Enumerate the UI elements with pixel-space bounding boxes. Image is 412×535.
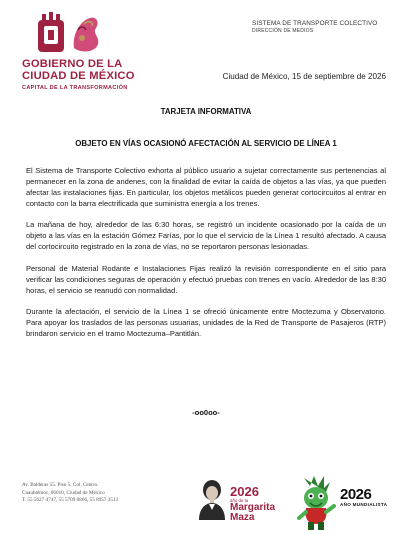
year-label: año de la — [230, 498, 249, 503]
address-line: Cuauhtémoc, 06010, Ciudad de México — [22, 489, 105, 496]
org-tagline: CAPITAL DE LA TRANSFORMACIÓN — [22, 85, 128, 91]
org-name-line2: CIUDAD DE MÉXICO — [22, 70, 135, 82]
letterhead — [0, 0, 412, 100]
year-margarita-maza — [230, 486, 275, 523]
wc-label: AÑO MUNDIALISTA — [340, 502, 388, 507]
end-mark: -oo0oo- — [192, 408, 220, 417]
wc-year: 2026 — [340, 486, 372, 503]
document-date: Ciudad de México, 15 de septiembre de 2026 — [222, 72, 386, 81]
mascot-icon — [294, 472, 338, 532]
year-name-last: Maza — [230, 512, 255, 523]
year-name-first: Margarita — [230, 502, 276, 513]
document-title: OBJETO EN VÍAS OCASIONÓ AFECTACIÓN AL SERVICIO DE LÍNEA 1 — [75, 139, 337, 148]
footer-address — [22, 482, 118, 505]
footer — [0, 468, 412, 535]
year-number: 2026 — [230, 484, 259, 499]
paragraph: El Sistema de Transporte Colectivo exhorta al público usuario a sujetar correctamente sus pertenencias al permanecer en la zona de andenes, con la finalidad de evitar la caída de objetos a las vías, ya que pueden afectar las instalaciones fijas. En particular, los objetos metálicos pueden generar cortocircuitos al entrar en contacto con la barra electrificada que suministra energía a los trenes. — [26, 166, 386, 208]
agency-name: SISTEMA DE TRANSPORTE COLECTIVO — [252, 20, 378, 27]
org-name-line1: GOBIERNO DE LA — [22, 58, 123, 70]
portrait-icon — [196, 478, 228, 520]
document-type: TARJETA INFORMATIVA — [160, 107, 252, 116]
paragraph: Personal de Material Rodante e Instalaciones Fijas realizó la revisión correspondiente en el sitio para verificar las condiciones seguras de operación y efectuó pruebas con trenes en vacío. Alrededor de las 8:30 horas, el servicio se reanudó con normalidad. — [26, 263, 386, 295]
phone-line: T. 55 5627 4747, 55 5709 0866, 55 8957 3513 — [22, 497, 119, 503]
document-body — [26, 166, 386, 351]
address-line: Av. Balderas 55. Piso 5. Col. Centro. — [22, 482, 99, 488]
cdmx-crest-icon — [34, 10, 106, 56]
paragraph: Durante la afectación, el servicio de la Línea 1 se ofreció únicamente entre Moctezuma y Observatorio. Para apoyar los traslados de las personas usuarias, unidades de la Red de Transporte de Pasajeros (RTP) brindaron servicio en el tramo Moctezuma–Pantitlán. — [26, 307, 386, 339]
agency-department: DIRECCIÓN DE MEDIOS — [252, 28, 314, 34]
org-identity — [22, 58, 202, 92]
world-cup-mark — [340, 488, 387, 508]
paragraph: La mañana de hoy, alrededor de las 6:30 horas, se registró un incidente ocasionado por la caída de un objeto a las vías en la estación Gómez Farías, por lo que el servicio de la Línea 1 resultó afectado. A causa del cortocircuito registrado en la zona de vías, no se reportaron personas lesionadas. — [26, 220, 386, 252]
agency-identity — [252, 20, 390, 35]
